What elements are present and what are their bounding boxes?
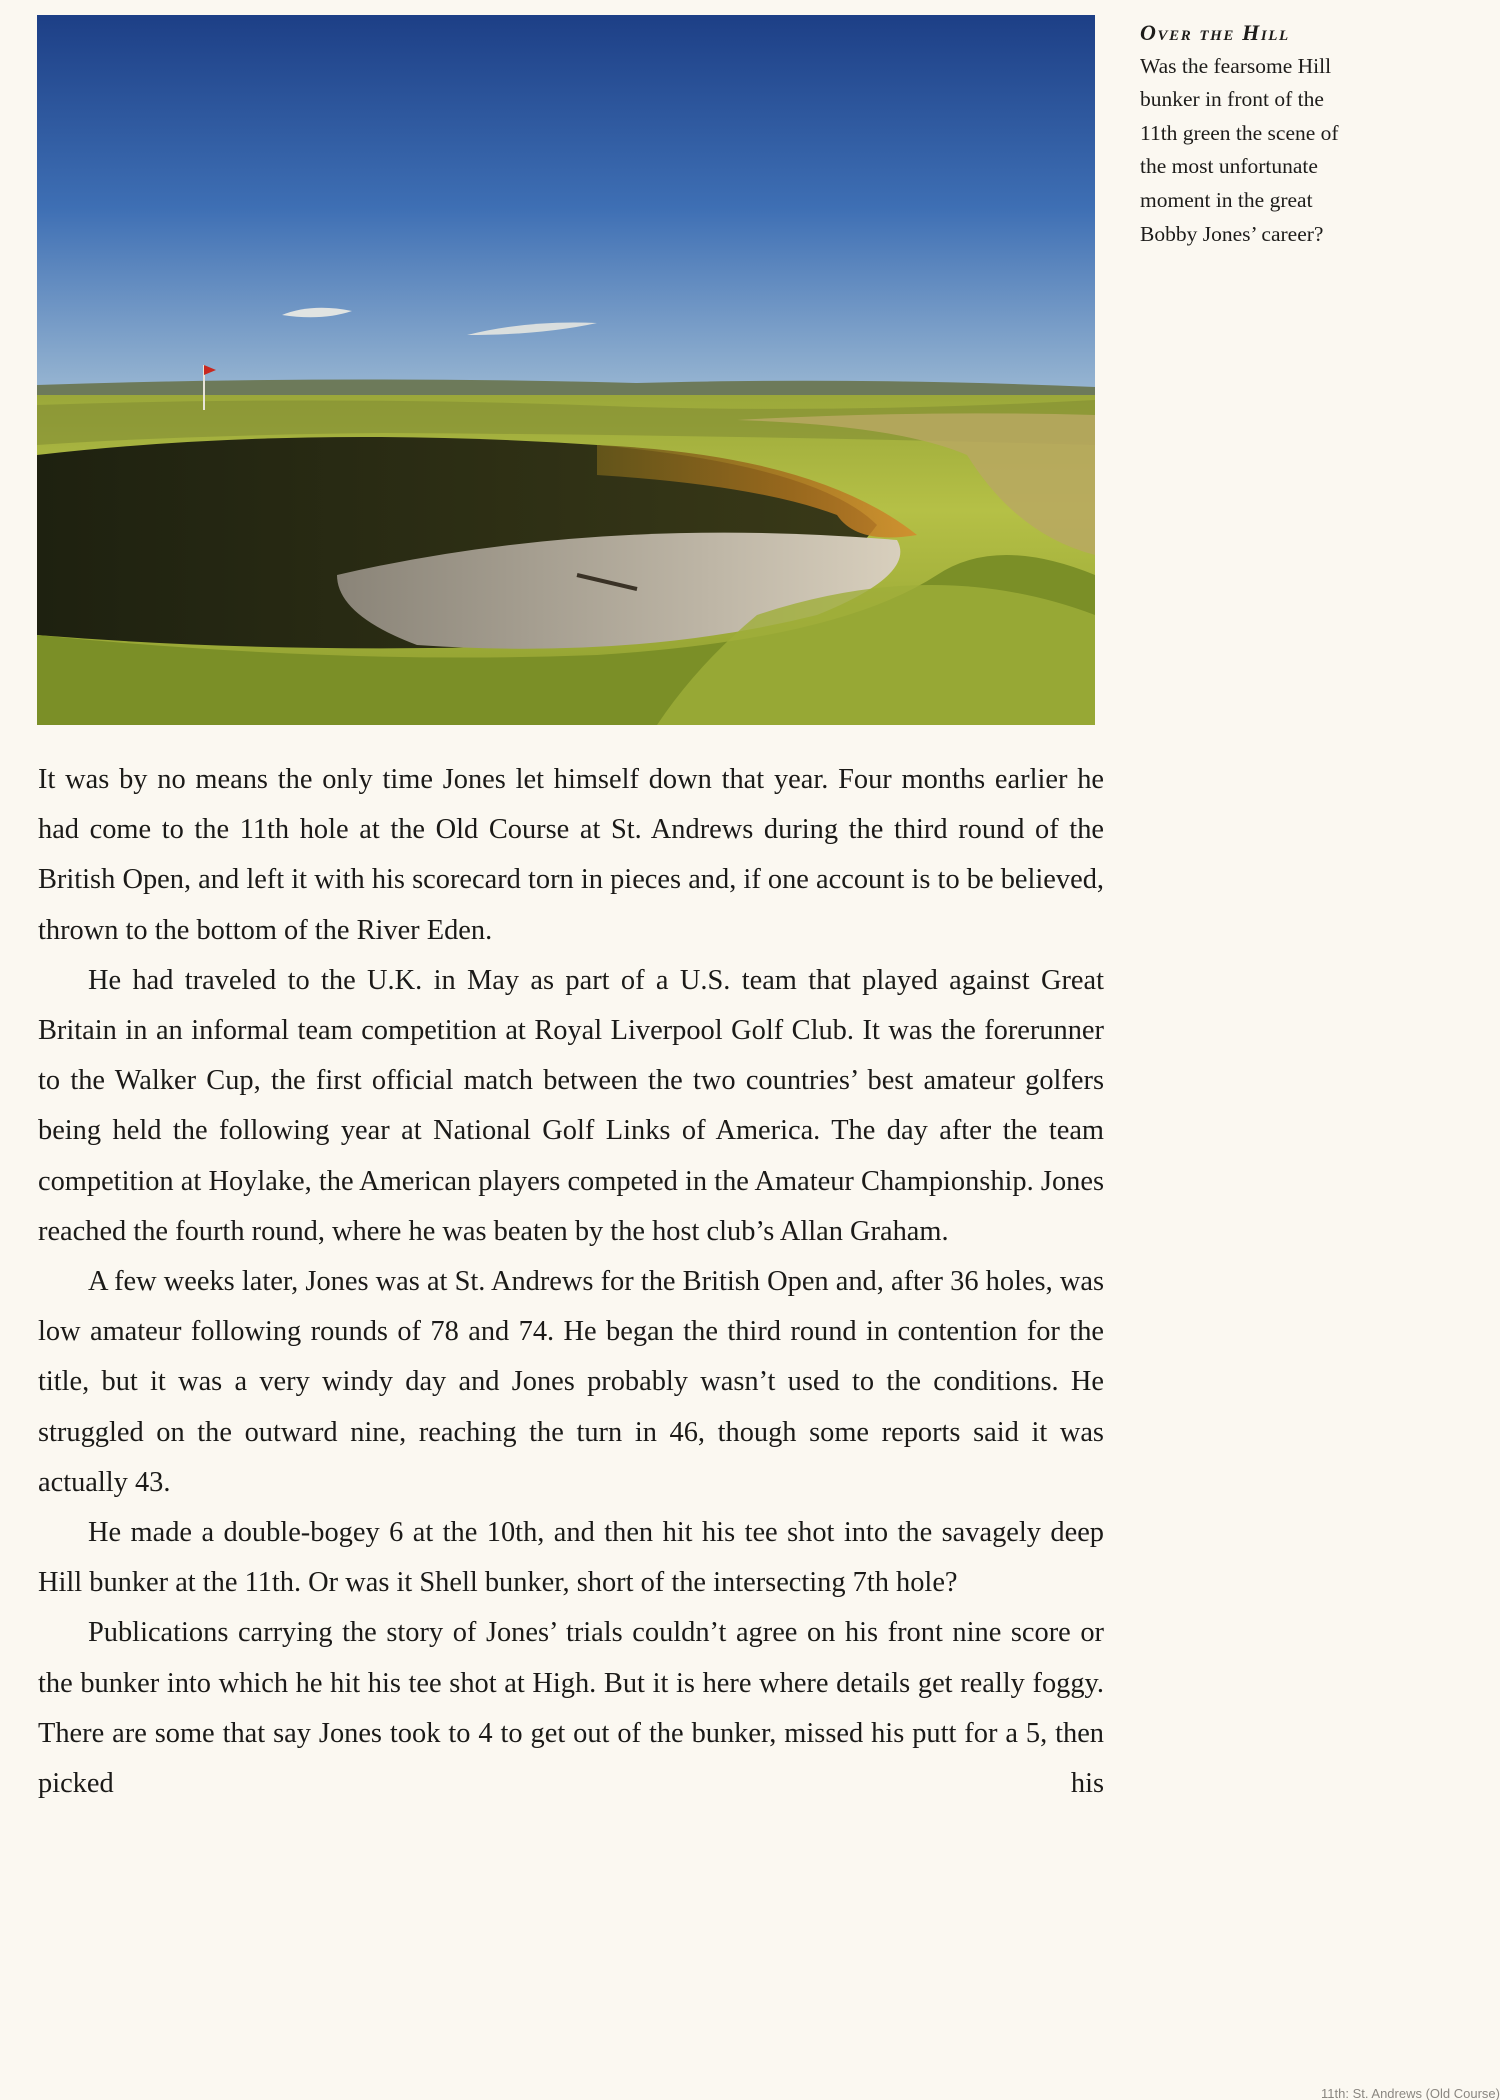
caption-body: Was the fearsome Hill bunker in front of the 11th green the scene of the most unfortunate moment in the great Bobby Jones’ career? [1140,53,1339,246]
article-body [38,755,1104,1809]
hill-bunker-image [37,15,1095,725]
photo-caption [1140,16,1440,251]
running-footer: 11th: St. Andrews (Old Course) [1321,2088,1500,2100]
paragraph-4: He made a double-bogey 6 at the 10th, and then hit his tee shot into the savagely deep Hill bunker at the 11th. Or was it Shell bunker, short of the intersecting 7th hole? [38,1517,1104,1599]
caption-title: Over the Hill [1140,20,1290,45]
paragraph-3: A few weeks later, Jones was at St. Andrews for the British Open and, after 36 holes, was low amateur following rounds of 78 and 74. He began the third round in contention for the title, but it was a very windy day and Jones probably wasn’t used to the conditions. He struggled on the outward nine, reaching the turn in 46, though some reports said it was actually 43. [38,1266,1104,1498]
golf-course-photo [37,15,1095,725]
paragraph-5: Publications carrying the story of Jones’ trials couldn’t agree on his front nine score or the bunker into which he hit his tee shot at High. But it is here where details get really foggy. There are some that say Jones took to 4 to get out of the bunker, missed his putt for a 5, then picked his [38,1617,1104,1800]
paragraph-2: He had traveled to the U.K. in May as part of a U.S. team that played against Great Britain in an informal team competition at Royal Liverpool Golf Club. It was the forerunner to the Walker Cup, the first official match between the two countries’ best amateur golfers being held the following year at National Golf Links of America. The day after the team competition at Hoylake, the American players competed in the Amateur Championship. Jones reached the fourth round, where he was beaten by the host club’s Allan Graham. [38,964,1104,1247]
paragraph-1: It was by no means the only time Jones let himself down that year. Four months earlier he had come to the 11th hole at the Old Course at St. Andrews during the third round of the British Open, and left it with his scorecard torn in pieces and, if one account is to be believed, thrown to the bottom of the River Eden. [38,764,1104,946]
